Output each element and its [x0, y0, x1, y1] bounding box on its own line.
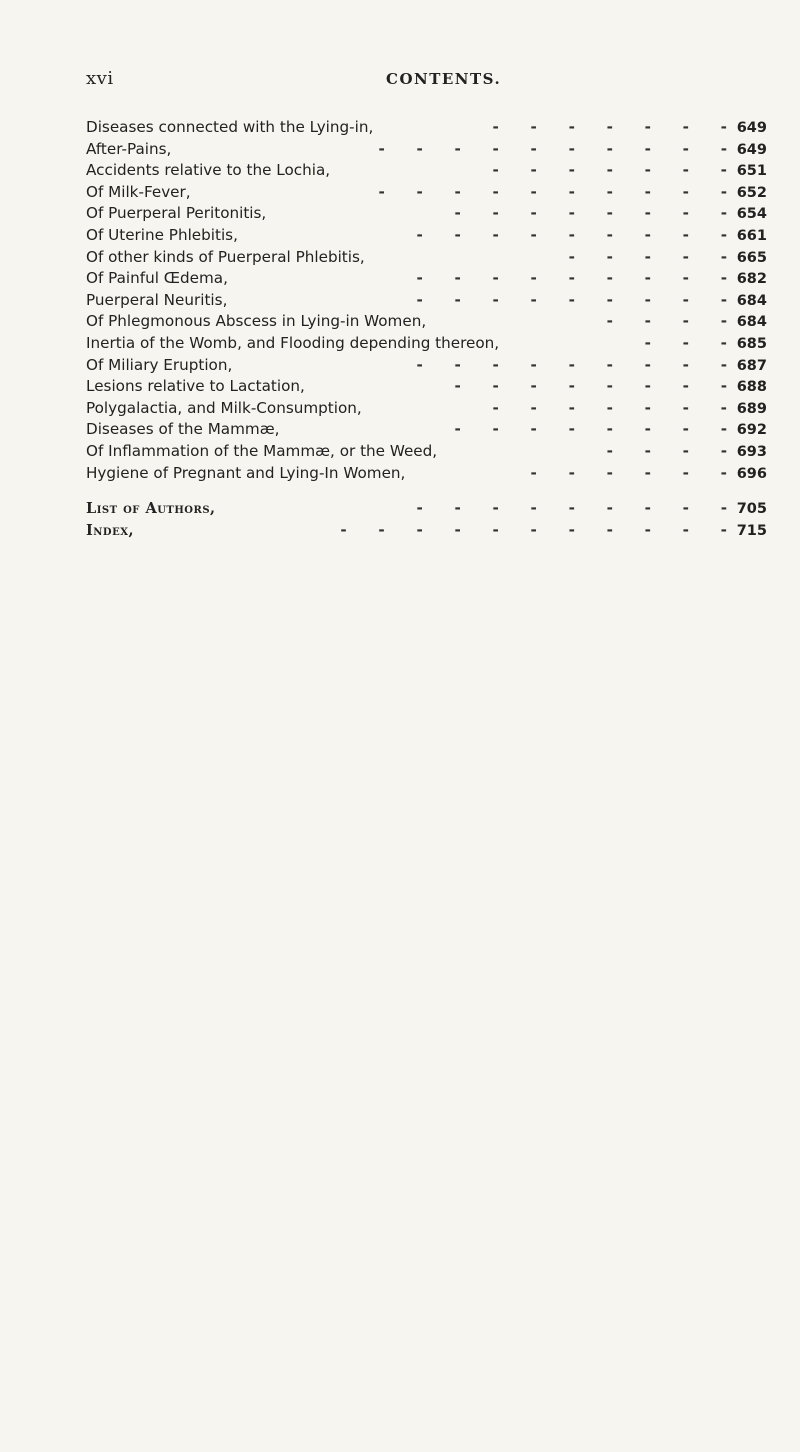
toc-entry-title: Index,: [86, 521, 135, 539]
toc-entry[interactable]: [86, 464, 767, 486]
toc-entry-page: 715: [736, 522, 767, 539]
toc-entry-page: 688: [736, 379, 767, 396]
toc-entry[interactable]: [86, 399, 767, 421]
toc-entry-page: 693: [736, 443, 767, 460]
toc-entry-title: Of Painful Œdema,: [86, 269, 228, 288]
toc-entry[interactable]: [86, 204, 767, 226]
toc-entry[interactable]: [86, 140, 767, 162]
toc-entry-page: 661: [736, 227, 767, 244]
toc-entry-title: After-Pains,: [86, 139, 172, 158]
toc-entry-page: 652: [736, 184, 767, 201]
toc-entry-title: Diseases connected with the Lying-in,: [86, 118, 374, 136]
toc-entry-page: 684: [736, 292, 767, 309]
toc-entry-title: Of Miliary Eruption,: [86, 355, 233, 374]
toc-entry-title: Hygiene of Pregnant and Lying-In Women,: [86, 463, 406, 482]
dot-leader: - - - - -: [568, 247, 727, 266]
toc-entry[interactable]: [86, 420, 767, 442]
toc-entry-page: 689: [736, 400, 767, 417]
toc-entry[interactable]: [86, 226, 767, 248]
toc-entry-list-of-authors[interactable]: [86, 499, 767, 521]
toc-entry[interactable]: [86, 312, 767, 334]
toc-entry-page: 696: [736, 465, 767, 482]
toc-entry-page: 649: [736, 120, 767, 136]
toc-entry[interactable]: [86, 248, 767, 270]
toc-entry-title: Polygalactia, and Milk-Consumption,: [86, 398, 362, 417]
toc-entry-page: 682: [736, 271, 767, 288]
toc-entry-page: 684: [736, 314, 767, 331]
toc-entry[interactable]: [86, 183, 767, 205]
running-title: CONTENTS.: [386, 70, 502, 88]
toc-entry-page: 665: [736, 249, 767, 266]
toc-entry-title: Puerperal Neuritis,: [86, 290, 228, 309]
dot-leader: - - - - - - - - -: [416, 355, 727, 374]
toc-entry[interactable]: [86, 269, 767, 291]
dot-leader: - - - - - - - - -: [416, 499, 727, 518]
toc-entry-title: Diseases of the Mammæ,: [86, 420, 280, 439]
dot-leader: - - -: [644, 333, 727, 352]
dot-leader: - - - - - - - - -: [416, 225, 727, 244]
toc-entry-page: 654: [736, 206, 767, 223]
toc-entry-title: Of Milk-Fever,: [86, 182, 191, 201]
dot-leader: - - - - - - - - - -: [378, 182, 727, 201]
toc-entry-page: 685: [736, 335, 767, 352]
toc-entry-page: 649: [736, 141, 767, 158]
dot-leader: - - - - - -: [530, 463, 727, 482]
dot-leader: - - - - - - - - - -: [378, 139, 727, 158]
dot-leader: - - - -: [606, 441, 727, 460]
toc-entry-index[interactable]: [86, 521, 767, 543]
toc-entry-title: Of Puerperal Peritonitis,: [86, 204, 267, 223]
dot-leader: - - - - - - - -: [454, 204, 727, 223]
dot-leader: - - - - - - - -: [454, 420, 727, 439]
toc-entry[interactable]: [86, 291, 767, 313]
toc-entry-title: Inertia of the Womb, and Flooding depending thereon,: [86, 333, 500, 352]
dot-leader: - - - - - - - - -: [416, 269, 727, 288]
dot-leader: - - - - - - -: [492, 118, 727, 136]
toc-entry-title: Accidents relative to the Lochia,: [86, 161, 331, 180]
section-gap: [86, 485, 767, 499]
toc-entry[interactable]: [86, 442, 767, 464]
toc-entry-title: Of other kinds of Puerperal Phlebitis,: [86, 247, 365, 266]
dot-leader: - - - - - - - -: [454, 377, 727, 396]
toc-entry[interactable]: [86, 334, 767, 356]
dot-leader: - - - - - - -: [492, 161, 727, 180]
toc-entry-title: Of Uterine Phlebitis,: [86, 225, 238, 244]
toc-entry-page: 692: [736, 422, 767, 439]
toc-entry[interactable]: [86, 377, 767, 399]
toc-entry-page: 651: [736, 163, 767, 180]
toc-entry-page: 705: [736, 501, 767, 518]
toc-entry-title: Of Inflammation of the Mammæ, or the Weed,: [86, 441, 438, 460]
toc-entry[interactable]: [86, 118, 767, 140]
toc-entry-title: Lesions relative to Lactation,: [86, 377, 305, 396]
toc-entry[interactable]: [86, 161, 767, 183]
toc-entry-title: List of Authors,: [86, 500, 216, 518]
dot-leader: - - - -: [606, 312, 727, 331]
page-header: [86, 68, 766, 96]
dot-leader: - - - - - - -: [492, 398, 727, 417]
toc-entry-page: 687: [736, 357, 767, 374]
page-number: xvi: [86, 68, 114, 89]
toc-entry[interactable]: [86, 356, 767, 378]
dot-leader: - - - - - - - - -: [416, 290, 727, 309]
dot-leader: - - - - - - - - - - -: [340, 520, 727, 539]
toc-entry-title: Of Phlegmonous Abscess in Lying-in Women,: [86, 312, 427, 331]
table-of-contents: [86, 118, 767, 542]
